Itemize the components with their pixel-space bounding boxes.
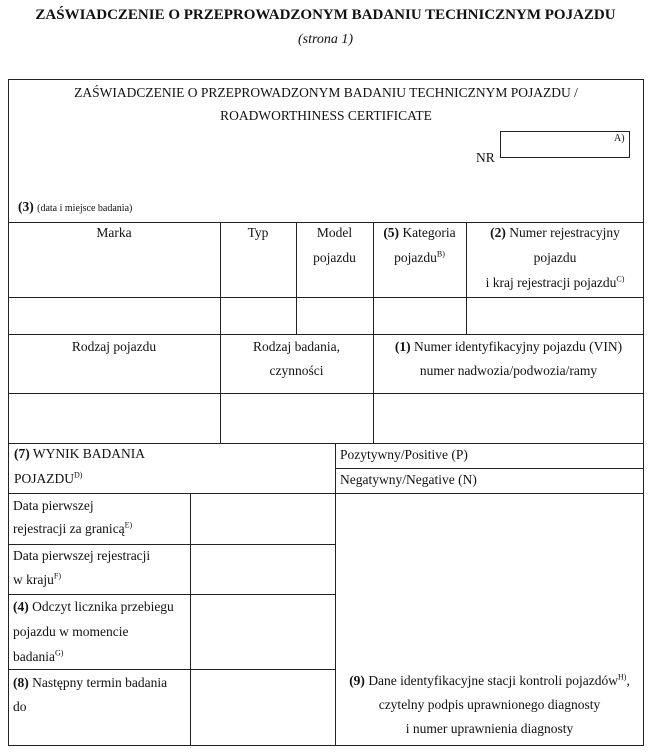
result-label-line1: (7) WYNIK BADANIA [14, 446, 145, 461]
make-header: Marka [96, 225, 132, 240]
certificate-title-line2: ROADWORTHINESS CERTIFICATE [220, 108, 432, 123]
nr-field[interactable] [500, 131, 630, 158]
model-header-line2: pojazdu [313, 250, 356, 265]
model-header-line1: Model [316, 225, 353, 240]
odometer-label-line3: badania$^{G)}$ [13, 648, 64, 664]
registration-header-line3: i kraj rejestracji pojazdu$^{C)}$ [485, 274, 625, 290]
page-indicator: (strona 1) [297, 32, 354, 47]
inspection-kind-header-line1: Rodzaj badania, [253, 339, 340, 354]
result-positive-option[interactable]: Pozytywny/Positive (P) [340, 447, 468, 462]
odometer-label-line2: pojazdu w momencie [13, 624, 129, 639]
vin-header-line1: (1) Numer identyfikacyjny pojazdu (VIN) [394, 339, 623, 354]
station-label-line1: (9) Dane identyfikacyjne stacji kontroli pojazdów$^{H)}$, [349, 672, 630, 688]
category-header-line2: pojazdu$^{B)}$ [394, 249, 445, 265]
category-header-line1: (5) Kategoria [383, 225, 456, 240]
registration-header-line2: pojazdu [533, 250, 577, 265]
station-label-line3: i numer uprawnienia diagnosty [405, 721, 574, 736]
certificate-title-line1: ZAŚWIADCZENIE O PRZEPROWADZONYM BADANIU TECHNICZNYM POJAZDU / [74, 85, 578, 100]
rule [8, 393, 644, 394]
station-label-line2: czytelny podpis uprawnionego diagnosty [378, 697, 601, 712]
next-inspection-label-line2: do [13, 699, 27, 714]
inspection-kind-header-line2: czynności [269, 363, 324, 378]
first-registration-domestic-label-line1: Data pierwszej rejestracji [13, 548, 151, 563]
date-place-field-label: (3) (data i miejsce badania) [18, 199, 133, 214]
next-inspection-label-line1: (8) Następny termin badania [13, 675, 168, 690]
rule [190, 493, 191, 746]
odometer-label-line1: (4) Odczyt licznika przebiegu [13, 599, 174, 614]
document-title: ZAŚWIADCZENIE O PRZEPROWADZONYM BADANIU TECHNICZNYM POJAZDU [35, 7, 616, 23]
rule [8, 493, 644, 494]
vehicle-kind-header: Rodzaj pojazdu [71, 339, 157, 354]
type-header: Typ [247, 225, 269, 240]
result-negative-option[interactable]: Negatywny/Negative (N) [340, 472, 477, 487]
vin-header-line2: numer nadwozia/podwozia/ramy [419, 363, 598, 378]
first-registration-domestic-label-line2: w kraju$^{F)}$ [13, 571, 61, 587]
nr-footnote: A) [614, 133, 625, 144]
first-registration-abroad-label-line2: rejestracji za granicą$^{E)}$ [13, 520, 133, 536]
first-registration-abroad-label-line1: Data pierwszej [13, 498, 94, 513]
nr-label: NR [476, 150, 495, 165]
rule [8, 297, 644, 298]
certificate-frame [8, 79, 644, 746]
registration-header-line1: (2) Numer rejestracyjny [490, 225, 620, 240]
result-label-line2: $POJAZDU^{D)}$ [14, 470, 83, 486]
